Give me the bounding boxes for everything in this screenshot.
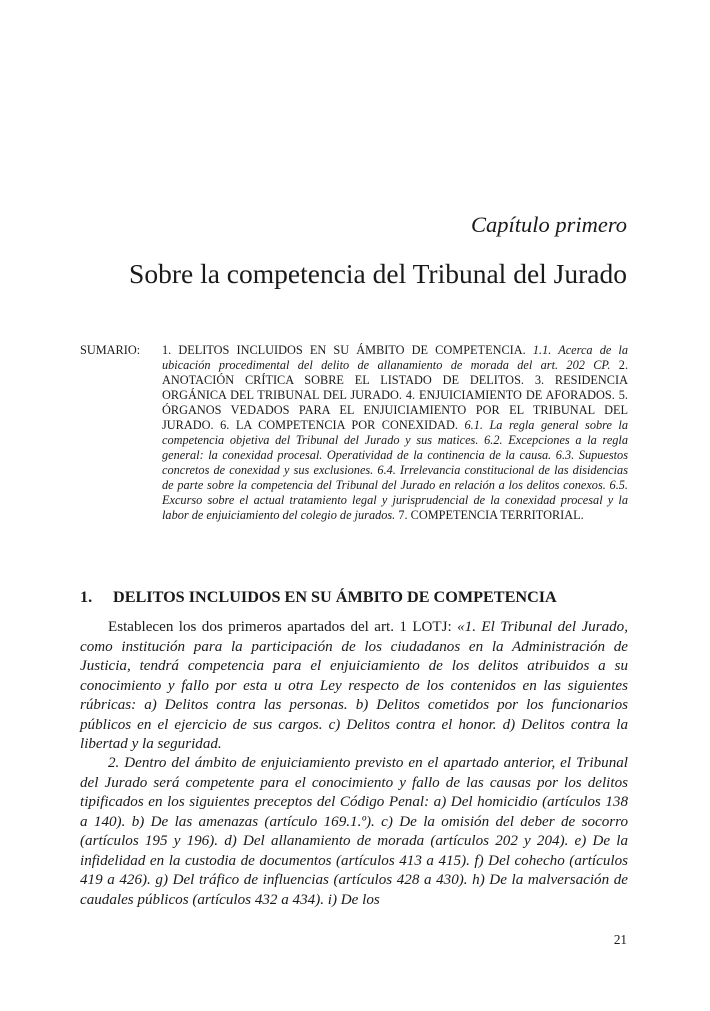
paragraph-segment: 2. Dentro del ámbito de enjuiciamiento previsto en el apartado anterior, el Tribunal del Jurado será competente para el conocimiento y fallo de las causas por los delitos tipificados en los siguientes preceptos del Código Penal: a) Del homicidio (artículos 138 a 140). b) De las amenazas (artículo 169.1.º). c) De la omisión del deber de socorro (artículos 195 y 196). d) Del allanamiento de morada (artículos 202 y 204). e) De la infidelidad en la custodia de documentos (artículos 413 a 415). f) Del cohecho (artículos 419 a 426). g) Del tráfico de influencias (artículos 428 a 430). h) De la malversación de caudales públicos (artículos 432 a 434). i) De los <box>80 755 628 908</box>
section-heading <box>80 588 640 607</box>
summary-segment: 2. ANOTACIÓN CRÍTICA SOBRE EL LISTADO DE DELITOS. 3. RESIDENCIA ORGÁNICA DEL TRIBUNAL DEL JURADO. 4. ENJUICIAMIENTO DE AFORADOS. 5. ÓRGANOS VEDADOS PARA EL ENJUICIAMIENTO POR EL TRIBUNAL DEL JURADO. 6. LA COMPETENCIA POR CONEXIDAD. <box>162 358 629 432</box>
paragraph-segment: Establecen los dos primeros apartados del art. 1 LOTJ: <box>108 619 458 635</box>
body-paragraph <box>80 754 628 910</box>
summary-segment: 1.1. Acerca de la ubicación procedimental del delito de allanamiento de morada del art. 202 CP. <box>162 343 628 372</box>
section-number: 1. <box>80 588 93 606</box>
page-number: 21 <box>613 932 627 947</box>
summary-label: SUMARIO: <box>80 343 141 357</box>
section-title: DELITOS INCLUIDOS EN SU ÁMBITO DE COMPETENCIA <box>113 588 557 606</box>
summary-text <box>162 343 628 523</box>
chapter-title: Sobre la competencia del Tribunal del Jurado <box>129 258 627 289</box>
summary-segment: 6.1. La regla general sobre la competencia objetiva del Tribunal del Jurado y sus matices. 6.2. Excepciones a la regla general: la conexidad procesal. Operatividad de la continencia de la causa. 6.3. Supuestos concretos de conexidad y sus exclusiones. 6.4. Irrelevancia constitucional de las disidencias de parte sobre la competencia del Tribunal del Jurado en relación a los delitos conexos. 6.5. Excurso sobre el actual tratamiento legal y jurisprudencial de la conexidad procesal y la labor de enjuiciamiento del colegio de jurados. <box>162 418 628 522</box>
summary-segment: 1. DELITOS INCLUIDOS EN SU ÁMBITO DE COMPETENCIA. <box>162 343 533 357</box>
chapter-label: Capítulo primero <box>470 212 627 237</box>
summary-segment: 7. COMPETENCIA TERRITORIAL. <box>395 508 584 522</box>
paragraph-segment: «1. El Tribunal del Jurado, como institución para la participación de los ciudadanos en la Administración de Justicia, tendrá competencia para el enjuiciamiento de los delitos atribuidos a su conocimiento y fallo por esta u otra Ley respecto de los contenidos en las siguientes rúbricas: a) Delitos contra las personas. b) Delitos cometidos por los funcionarios públicos en el ejercicio de sus cargos. c) Delitos contra el honor. d) Delitos contra la libertad y la seguridad. <box>80 619 628 752</box>
body-paragraph <box>80 618 628 755</box>
